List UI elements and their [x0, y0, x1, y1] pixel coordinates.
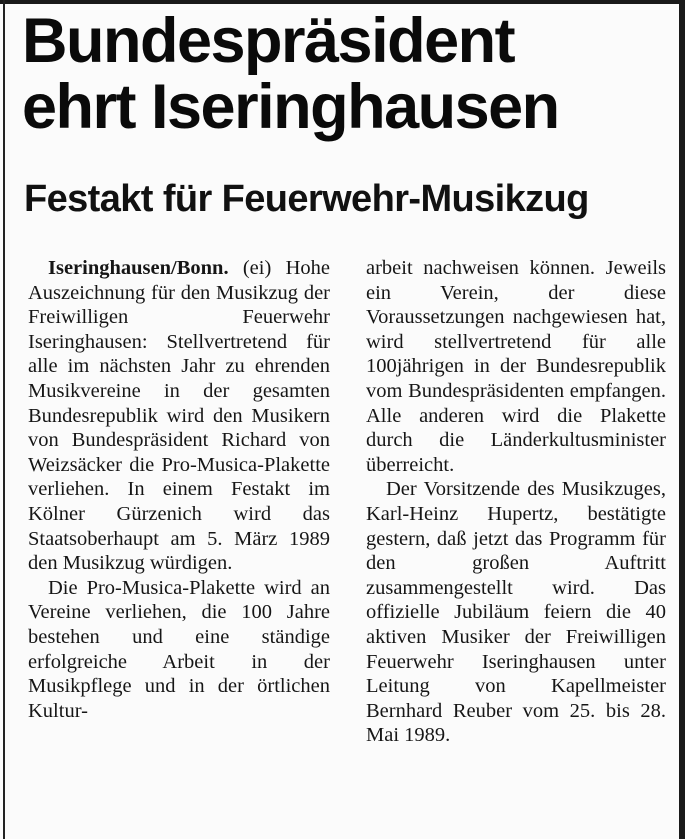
- paragraph-1: [28, 256, 330, 576]
- dateline: Iseringhausen/Bonn.: [48, 257, 229, 279]
- headline-line-1: Bundespräsident: [22, 6, 515, 76]
- paragraph-2-continued: arbeit nachweisen können. Jeweils ein Verein, der diese Voraussetzungen nachgewiesen hat, wird stellvertretend für alle 100jährigen in der Bundesrepublik vom Bundespräsidenten empfangen. Alle anderen wird die Plakette durch die Länderkultusminister überreicht.: [366, 257, 666, 476]
- paragraph-3: Der Vorsitzende des Musikzuges, Karl-Heinz Hupertz, bestätigte gestern, daß jetzt das Programm für den großen Auftritt zusammengestellt wird. Das offizielle Jubiläum feiern die 40 aktiven Musiker der Freiwilligen Feuerwehr Iseringhausen unter Leitung von Kapellmeister Bernhard Reuber vom 25. bis 28. Mai 1989.: [366, 478, 666, 747]
- paragraph-1-text: (ei) Hohe Auszeichnung für den Musikzug der Freiwilligen Feuerwehr Iseringhausen: Stellvertretend für alle im nächsten Jahr zu ehrenden Musikvereine in der gesamten Bundesrepublik wird den Musikern von Bundespräsident Richard von Weizsäcker die Pro-Musica-Plakette verliehen. In einem Festakt im Kölner Gürzenich wird das Staatsoberhaupt am 5. März 1989 den Musikzug würdigen.: [28, 257, 330, 575]
- right-border: [679, 0, 685, 839]
- top-border: [0, 0, 685, 4]
- headline-line-2: ehrt Iseringhausen: [22, 72, 559, 142]
- article-column-2: [366, 256, 666, 748]
- subheadline: Festakt für Feuerwehr-Musikzug: [24, 178, 589, 220]
- headline: [22, 8, 672, 140]
- left-border: [3, 0, 5, 839]
- paragraph-2: Die Pro-Musica-Plakette wird an Vereine verliehen, die 100 Jahre bestehen und eine ständige erfolgreiche Arbeit in der Musikpflege und in der örtlichen Kultur-: [28, 576, 330, 722]
- article-column-1: [28, 256, 330, 723]
